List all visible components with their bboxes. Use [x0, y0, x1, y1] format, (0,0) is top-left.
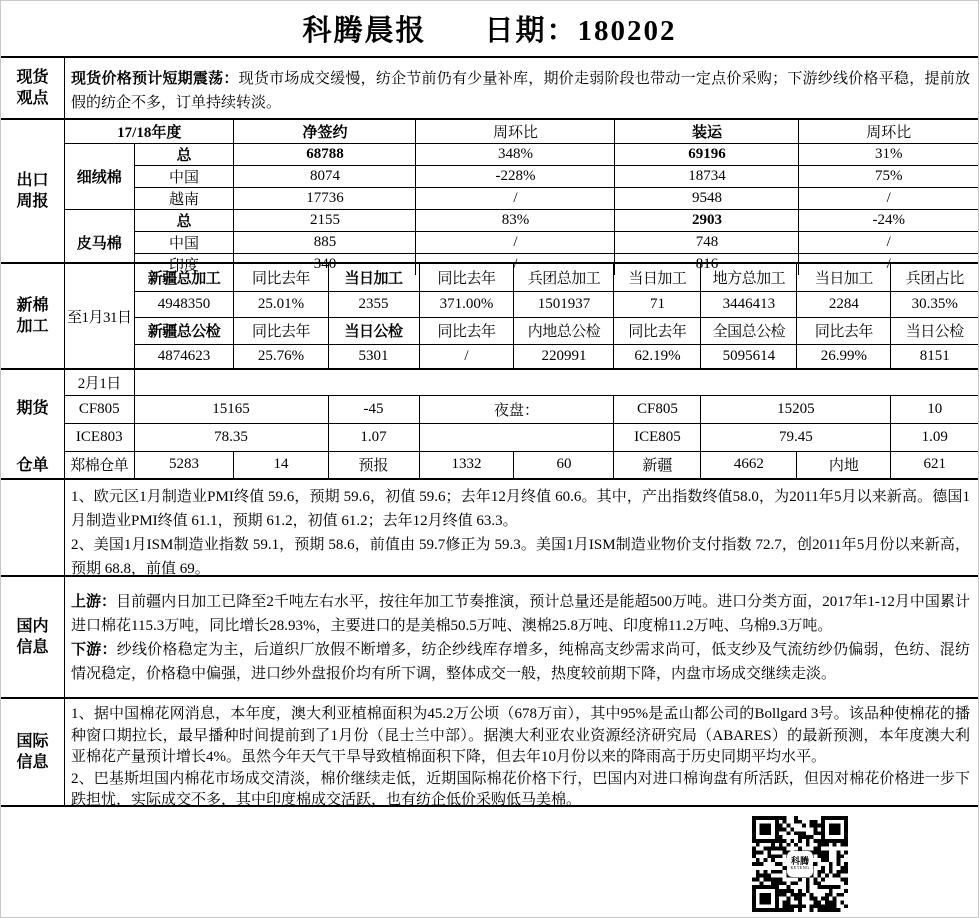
cell-ship-wow: / [799, 231, 978, 253]
hdr-yoy: 同比去年 [419, 317, 514, 344]
section-futures-receipts [1, 370, 978, 480]
section-export-weekly [1, 120, 978, 274]
forecast-label: 预报 [328, 451, 419, 478]
cell-ship-wow: 75% [799, 165, 978, 187]
cell-net: 340 [234, 253, 416, 275]
spot-view-label [1, 58, 65, 118]
domestic-info-text [65, 577, 978, 697]
label-line: 出口 [16, 172, 49, 189]
label-line: 信息 [16, 639, 49, 656]
hdr-daily: 当日加工 [797, 264, 891, 291]
col-header-wow: 周环比 [416, 120, 615, 143]
domestic-downstream [71, 638, 970, 686]
val-yoy: / [419, 344, 514, 368]
cell-ship-wow: 31% [799, 143, 978, 165]
hdr-inland-total-inspected: 内地总公检 [514, 317, 614, 344]
section-domestic-info [1, 577, 978, 699]
report-title-bar [1, 1, 978, 56]
cell-net-wow: / [416, 231, 615, 253]
hdr-yoy: 同比去年 [234, 264, 328, 291]
cell-ship: 816 [615, 253, 799, 275]
cell-region: 越南 [134, 187, 234, 209]
group-upland: 细绒棉 [65, 143, 134, 209]
cell-ship: 9548 [615, 187, 799, 209]
section-macro-news [1, 480, 978, 577]
cell-net-wow: / [416, 187, 615, 209]
val-yoy: 26.99% [797, 344, 891, 368]
val-daily-processed: 2355 [328, 291, 419, 317]
label-line: 观点 [16, 90, 49, 107]
report-body [1, 56, 978, 918]
cell-net: 885 [234, 231, 416, 253]
cell-ship: 69196 [615, 143, 799, 165]
cell-ship: 748 [615, 231, 799, 253]
international-item-1: 1、据中国棉花网消息，本年度，澳大利亚植棉面积为45.2万公顷（678万亩），其中95%是孟山都公司的Bollgard 3号。该品种使棉花的播种窗口期拉长，最早播种时间提前到了1月份（昆士兰中部）。据澳大利亚农业资源经济研究局（ABARES）的最新预测，本年度澳大利亚棉花产量预计增长4%。虽然今年天气干旱导致植棉面积下降，但去年10月份以来的降雨高于历史同期平均水平。 [71, 706, 970, 765]
forecast-change: 60 [514, 451, 614, 478]
label-line: 仓单 [16, 457, 49, 474]
futures-table [65, 370, 978, 478]
cell-net-wow: 83% [416, 209, 615, 231]
hdr-yoy: 同比去年 [419, 264, 514, 291]
col-header-wow: 周环比 [799, 120, 978, 143]
inland-label: 内地 [797, 451, 891, 478]
processing-period: 至1月31日 [65, 264, 134, 368]
qr-code [752, 816, 848, 912]
hdr-yoy: 同比去年 [234, 317, 328, 344]
receipt-total: 5283 [134, 451, 234, 478]
val-yoy: 371.00% [419, 291, 514, 317]
domestic-info-label [1, 577, 65, 697]
macro-item-1: 1、欧元区1月制造业PMI终值 59.6，预期 59.6，初值 59.6；去年12月终值 60.6。其中，产出指数终值58.0，为2011年5月以来新高。德国1月制造业PMI终值 61.1，预期 61.2，初值 61.2；去年12月终值 63.3。 [71, 489, 970, 529]
val-xj-total-processed: 4948350 [134, 291, 234, 317]
cell-region: 总 [134, 143, 234, 165]
domestic-upstream [71, 590, 970, 638]
val-inland-total-inspected: 220991 [514, 344, 614, 368]
export-weekly-label [1, 120, 65, 262]
qr-logo-text: 科腾 [790, 856, 809, 866]
val-national-total-inspected: 5095614 [701, 344, 797, 368]
night-session-label: 夜盘： [419, 395, 614, 423]
hdr-yoy: 同比去年 [614, 317, 701, 344]
col-header-net-sign: 净签约 [234, 120, 416, 143]
cell-net-wow: 348% [416, 143, 615, 165]
qr-center-logo [787, 851, 813, 877]
cell-ship-wow: / [799, 187, 978, 209]
spot-view-text [65, 58, 978, 118]
group-pima: 皮马棉 [65, 209, 134, 275]
label-line: 加工 [16, 318, 49, 335]
cf-change: -45 [328, 395, 419, 423]
report-title: 科腾晨报 [302, 15, 427, 47]
label-line: 期货 [16, 400, 49, 417]
spot-body: 现货市场成交缓慢，纺企节前仍有少量补库，期价走弱阶段也带动一定点价采购；下游纱线价格平稳，提前放假的纺企不多，订单持续转淡。 [71, 71, 970, 111]
qr-logo-subtext: KETENG [790, 865, 810, 870]
cell-net-wow: -228% [416, 165, 615, 187]
spot-lead: 现货价格预计短期震荡： [71, 71, 239, 87]
cf-night-change: 10 [891, 395, 978, 423]
cell-net-wow: / [416, 253, 615, 275]
receipt-change: 14 [234, 451, 328, 478]
hdr-daily-inspected: 当日公检 [328, 317, 419, 344]
val-yoy: 25.01% [234, 291, 328, 317]
report-date: 日期：180202 [484, 15, 677, 47]
val-corps-share: 30.35% [891, 291, 978, 317]
downstream-text: 纱线价格稳定为主，后道织厂放假不断增多，纺企纱线库存增多，纯棉高支纱需求尚可，低支纱及气流纺纱仍偏弱，色纺、混纺情况稳定，价格稳中偏强，进口纱外盘报价均有所下调，整体成交一般，热度较前期下降，内盘市场成交继续走淡。 [71, 642, 970, 682]
upstream-label: 上游： [71, 594, 117, 610]
hdr-daily-inspected2: 当日公检 [891, 317, 978, 344]
ice-contract: ICE803 [65, 423, 134, 451]
hdr-xj-total-inspected: 新疆总公检 [134, 317, 234, 344]
futures-receipts-label [1, 370, 65, 478]
cell-net: 8074 [234, 165, 416, 187]
val-local-total: 3446413 [701, 291, 797, 317]
hdr-daily-processed: 当日加工 [328, 264, 419, 291]
ice-night-change: 1.09 [891, 423, 978, 451]
cell-region: 总 [134, 209, 234, 231]
hdr-daily: 当日加工 [614, 264, 701, 291]
cell-net: 68788 [234, 143, 416, 165]
receipt-name: 郑棉仓单 [65, 451, 134, 478]
section-new-cotton-processing [1, 264, 978, 370]
downstream-label: 下游： [71, 642, 117, 658]
macro-text [65, 480, 978, 575]
hdr-corps-total: 兵团总加工 [514, 264, 614, 291]
section-international-info [1, 699, 978, 807]
international-info-label [1, 699, 65, 805]
cf-price: 15165 [134, 395, 328, 423]
label-line: 国内 [16, 618, 49, 635]
xinjiang-label: 新疆 [614, 451, 701, 478]
futures-date: 2月1日 [65, 370, 134, 395]
label-line: 信息 [16, 754, 49, 771]
cell-ship: 2903 [615, 209, 799, 231]
cell-net: 2155 [234, 209, 416, 231]
upstream-text: 目前疆内日加工已降至2千吨左右水平，按往年加工节奏推演，预计总量还是能超500万吨。进口分类方面，2017年1-12月中国累计进口棉花115.3万吨，同比增长28.93%，主要进口的是美棉50.5万吨、澳棉25.8万吨、印度棉11.2万吨、乌棉9.3万吨。 [71, 594, 970, 634]
macro-item-2: 2、美国1月ISM制造业指数 59.1，预期 58.6，前值由 59.7修正为 59.3。美国1月ISM制造业物价支付指数 72.7，创2011年5月份以来新高，预期 68.8，前值 69。 [71, 537, 970, 577]
col-header-year: 17/18年度 [65, 120, 234, 143]
macro-label-empty [1, 480, 65, 575]
hdr-local-total: 地方总加工 [701, 264, 797, 291]
futures-body [65, 370, 978, 478]
hdr-yoy: 同比去年 [797, 317, 891, 344]
val-daily: 2284 [797, 291, 891, 317]
hdr-corps-share: 兵团占比 [891, 264, 978, 291]
label-line: 国际 [16, 733, 49, 750]
empty-cell [419, 423, 614, 451]
processing-label [1, 264, 65, 368]
cell-region: 印度 [134, 253, 234, 275]
hdr-xj-total-processed: 新疆总加工 [134, 264, 234, 291]
ice-price: 78.35 [134, 423, 328, 451]
ice-night-contract: ICE805 [614, 423, 701, 451]
cf-night-contract: CF805 [614, 395, 701, 423]
cell-net: 17736 [234, 187, 416, 209]
forecast-total: 1332 [419, 451, 514, 478]
label-line: 周报 [16, 193, 49, 210]
export-table [65, 120, 978, 275]
processing-body [65, 264, 978, 368]
col-header-shipment: 装运 [615, 120, 799, 143]
label-line: 现货 [16, 69, 49, 86]
cell-ship-wow: / [799, 253, 978, 275]
export-weekly-body [65, 120, 978, 274]
processing-table [65, 264, 978, 368]
val-xj-total-inspected: 4874623 [134, 344, 234, 368]
ice-night-price: 79.45 [701, 423, 891, 451]
val-daily: 71 [614, 291, 701, 317]
val-yoy: 62.19% [614, 344, 701, 368]
cell-region: 中国 [134, 231, 234, 253]
ice-change: 1.07 [328, 423, 419, 451]
empty-cell [134, 370, 978, 395]
cell-ship-wow: -24% [799, 209, 978, 231]
val-daily-inspected: 5301 [328, 344, 419, 368]
section-qr [1, 807, 978, 918]
xinjiang-value: 4662 [701, 451, 797, 478]
cf-contract: CF805 [65, 395, 134, 423]
val-yoy: 25.76% [234, 344, 328, 368]
cf-night-price: 15205 [701, 395, 891, 423]
hdr-national-total-inspected: 全国总公检 [701, 317, 797, 344]
international-info-text [65, 699, 978, 808]
cell-region: 中国 [134, 165, 234, 187]
section-spot-view [1, 58, 978, 120]
val-corps-total: 1501937 [514, 291, 614, 317]
international-item-2: 2、巴基斯坦国内棉花市场成交清淡，棉价继续走低，近期国际棉花价格下行，巴国内对进口棉询盘有所活跃，但因对棉花价格进一步下跌担忧，实际成交不多，其中印度棉成交活跃，也有纺企低价采购低马美棉。 [71, 770, 970, 808]
val-daily-inspected2: 8151 [891, 344, 978, 368]
cell-ship: 18734 [615, 165, 799, 187]
inland-value: 621 [891, 451, 978, 478]
label-line: 新棉 [16, 297, 49, 314]
